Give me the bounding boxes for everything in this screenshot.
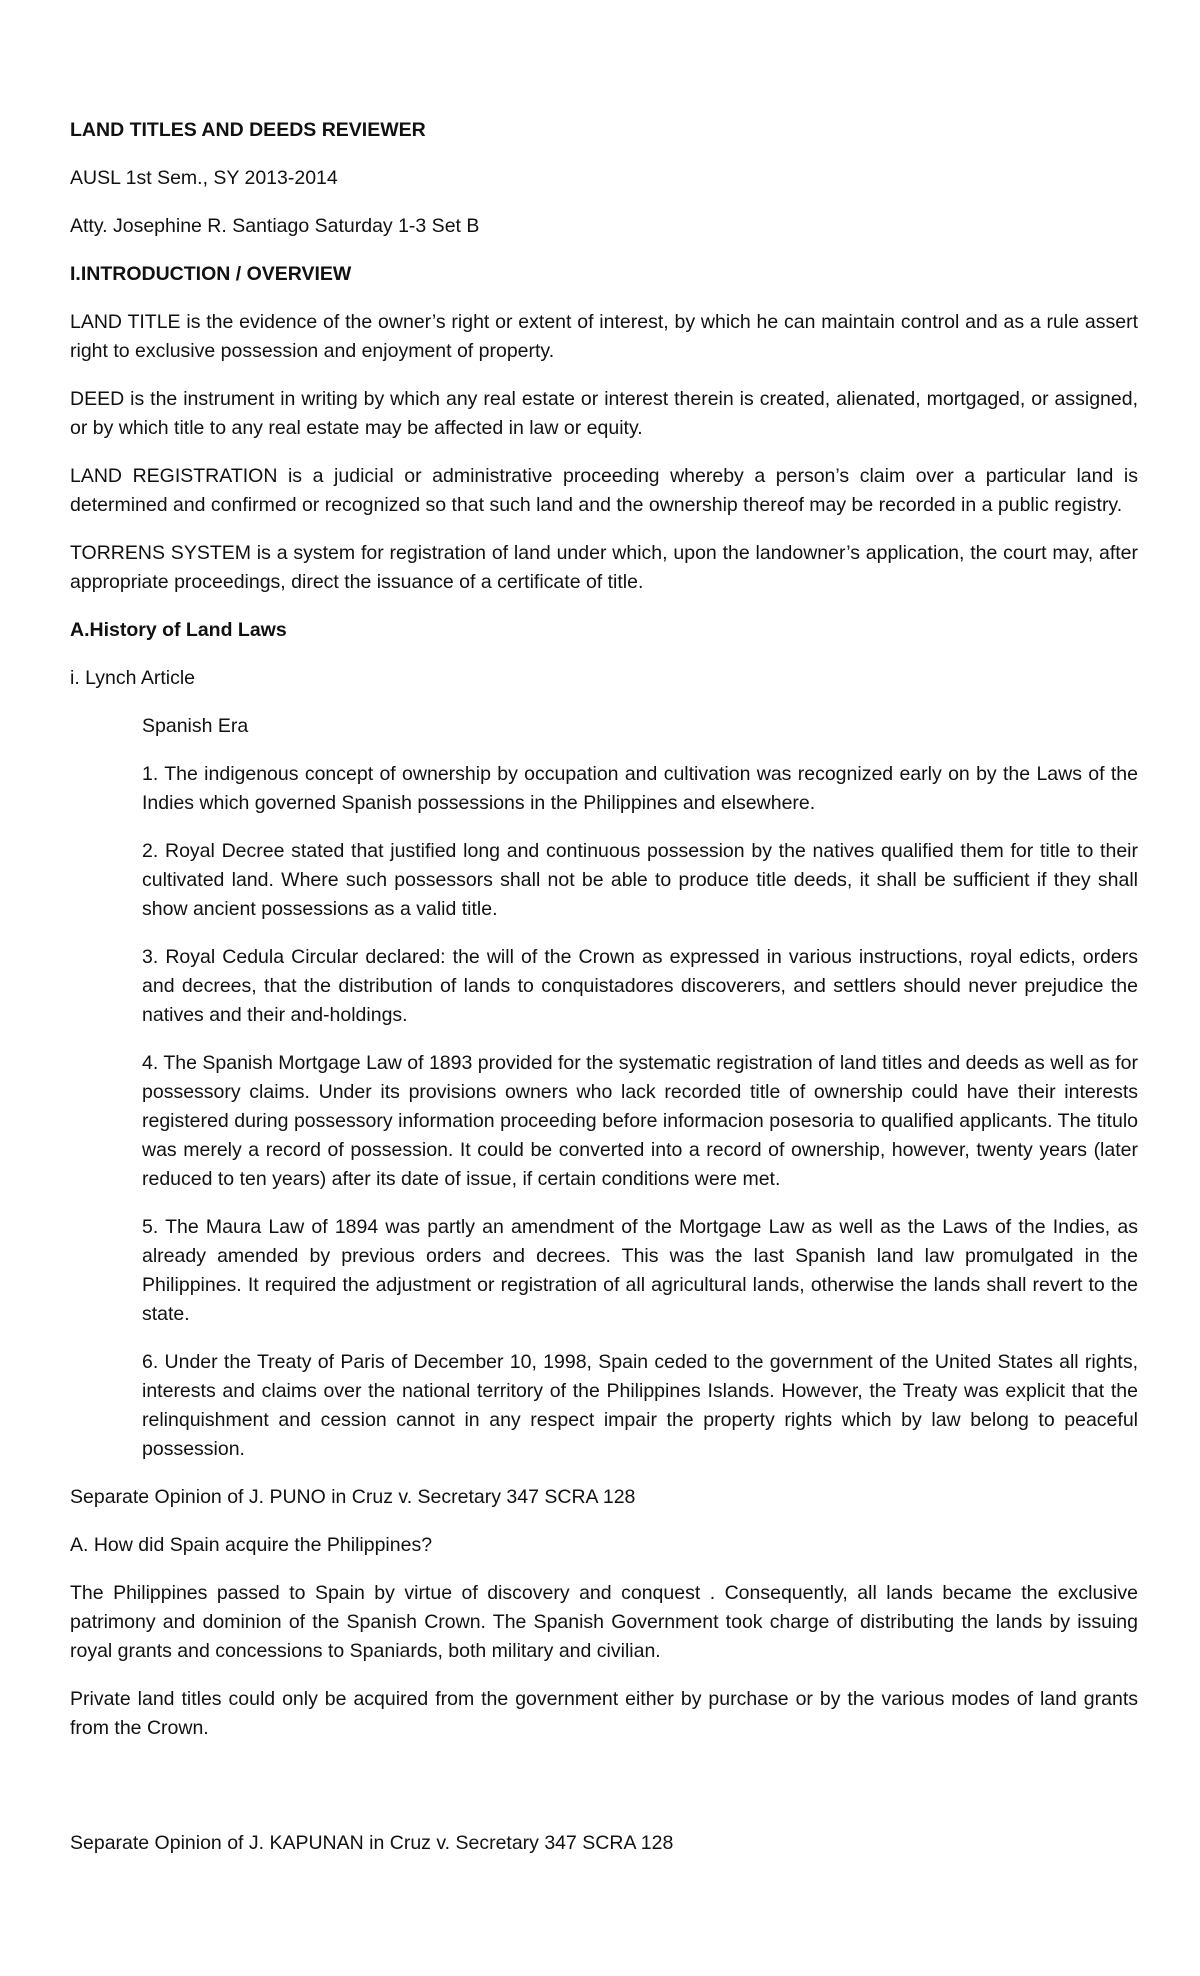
paragraph-land-registration: LAND REGISTRATION is a judicial or administrative proceeding whereby a person’s claim over a particular land is determined and confirmed or recognized so that such land and the ownership thereof may be recorded in a public registry. <box>70 465 1138 516</box>
course-line: AUSL 1st Sem., SY 2013-2014 <box>70 167 338 189</box>
paragraph-deed: DEED is the instrument in writing by which any real estate or interest therein is created, alienated, mortgaged, or assigned, or by which title to any real estate may be affected in law or equity. <box>70 388 1138 439</box>
document-page <box>70 116 1138 1877</box>
puno-opinion-heading: Separate Opinion of J. PUNO in Cruz v. Secretary 347 SCRA 128 <box>70 1486 636 1508</box>
spacer <box>70 1762 1138 1829</box>
paragraph-torrens-system: TORRENS SYSTEM is a system for registration of land under which, upon the landowner’s application, the court may, after appropriate proceedings, direct the issuance of a certificate of title. <box>70 542 1138 593</box>
list-item: 2. Royal Decree stated that justified long and continuous possession by the natives qualified them for title to their cultivated land. Where such possessors shall not be able to produce title deeds, it shall be sufficient if they shall show ancient possessions as a valid title. <box>142 840 1138 920</box>
list-item: 6. Under the Treaty of Paris of December 10, 1998, Spain ceded to the government of the United States all rights, interests and claims over the national territory of the Philippines Islands. However, the Treaty was explicit that the relinquishment and cession cannot in any respect impair the property rights which by law belong to peaceful possession. <box>142 1351 1138 1460</box>
paragraph-land-title: LAND TITLE is the evidence of the owner’s right or extent of interest, by which he can maintain control and as a rule assert right to exclusive possession and enjoyment of property. <box>70 311 1138 362</box>
puno-paragraph-1: The Philippines passed to Spain by virtue of discovery and conquest . Consequently, all lands became the exclusive patrimony and dominion of the Spanish Crown. The Spanish Government took charge of distributing the lands by issuing royal grants and concessions to Spaniards, both military and civilian. <box>70 1582 1138 1662</box>
document-title: LAND TITLES AND DEEDS REVIEWER <box>70 119 426 141</box>
section-heading-history: A.History of Land Laws <box>70 619 287 641</box>
era-label: Spanish Era <box>142 715 249 737</box>
puno-question: A. How did Spain acquire the Philippines? <box>70 1534 433 1556</box>
kapunan-opinion-heading: Separate Opinion of J. KAPUNAN in Cruz v. Secretary 347 SCRA 128 <box>70 1832 674 1854</box>
section-heading-introduction: I.INTRODUCTION / OVERVIEW <box>70 263 352 285</box>
subheading-lynch-article: i. Lynch Article <box>70 667 195 689</box>
list-item: 5. The Maura Law of 1894 was partly an amendment of the Mortgage Law as well as the Laws of the Indies, as already amended by previous orders and decrees. This was the last Spanish land law promulgated in the Philippines. It required the adjustment or registration of all agricultural lands, otherwise the lands shall revert to the state. <box>142 1216 1138 1325</box>
list-item: 3. Royal Cedula Circular declared: the will of the Crown as expressed in various instructions, royal edicts, orders and decrees, that the distribution of lands to conquistadores discoverers, and settlers should never prejudice the natives and their and-holdings. <box>142 946 1138 1026</box>
puno-paragraph-2: Private land titles could only be acquired from the government either by purchase or by the various modes of land grants from the Crown. <box>70 1688 1138 1739</box>
list-item: 4. The Spanish Mortgage Law of 1893 provided for the systematic registration of land titles and deeds as well as for possessory claims. Under its provisions owners who lack recorded title of ownership could have their interests registered during possessory information proceeding before informacion posesoria to qualified applicants. The titulo was merely a record of possession. It could be converted into a record of ownership, however, twenty years (later reduced to ten years) after its date of issue, if certain conditions were met. <box>142 1052 1138 1190</box>
instructor-line: Atty. Josephine R. Santiago Saturday 1-3 Set B <box>70 215 480 237</box>
list-item: 1. The indigenous concept of ownership by occupation and cultivation was recognized early on by the Laws of the Indies which governed Spanish possessions in the Philippines and elsewhere. <box>142 763 1138 814</box>
